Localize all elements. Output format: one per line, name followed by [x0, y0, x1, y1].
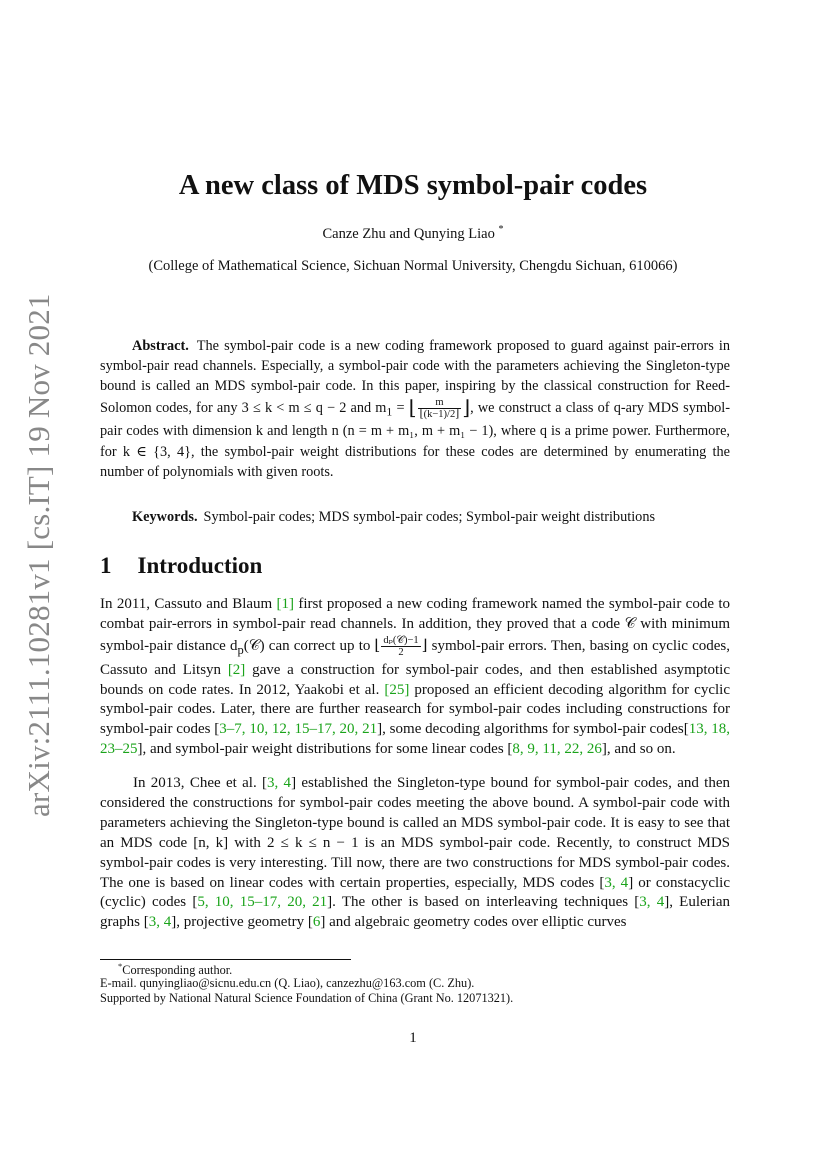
abstract-frac-num: m — [418, 397, 462, 409]
page-number: 1 — [409, 1030, 417, 1046]
p1-text: ], and symbol-pair weight distributions for some linear codes [ — [137, 741, 513, 758]
p1-floor-fraction — [381, 635, 420, 658]
p1-text: In 2011, Cassuto and Blaum — [100, 596, 277, 612]
footnote-rule — [100, 959, 351, 960]
p2-text: ], projective geometry [ — [171, 914, 313, 931]
citation-link[interactable]: 3, 4 — [604, 874, 629, 891]
section-title: Introduction — [137, 553, 263, 578]
paper-title: A new class of MDS symbol-pair codes — [178, 170, 648, 201]
abstract-text-2: , we construct a class of q-ary MDS symbol-pair codes with dimension k and length n (n = m + m₁, m + m₁ − 1), where q is a prime power. Furthermore, for k ∈ {3, 4}, the symbol-pair weight distributions for these codes are determined by enumerating the number of polynomials with given roots. — [100, 399, 730, 480]
citation-link[interactable]: [1] — [276, 596, 295, 612]
citation-link[interactable]: 3–7, 10, 12, 15–17, 20, 21 — [219, 721, 378, 738]
p1-dp-sub: p — [237, 642, 244, 657]
intro-paragraph-1: In 2011, Cassuto and Blaum [1] first proposed a new coding framework named the symbol-pair code to combat pair-errors in symbol-pair read channels. In addition, they proved that a code 𝒞 with minimum symbol-pair distance $d_p(𝒞)$ can correct up to ⌊ $\frac{\text{dₚ(𝒞)−1}}{2}$ ⌋ symbol-pair errors. Then, basing on cyclic codes, Cassuto and Litsyn [2] gave a construction for symbol-pair codes, and then established asymptotic bounds on code rates. In 2012, Yaakobi et al. [25] proposed an efficient decoding algorithm for cyclic symbol-pair codes. Later, there are further reasearch for symbol-pair codes including constructions for symbol-pair codes [3–7, 10, 12, 15–17, 20, 21], some decoding algorithms for symbol-pair codes[13, 18, 23–25], and symbol-pair weight distributions for some linear codes [8, 9, 11, 22, 26], and so on. — [100, 596, 731, 758]
abstract-eq: = — [392, 399, 409, 416]
p2-text: ] established the Singleton-type bound for symbol-pair codes, and then considered the constructions for symbol-pair codes meeting the above bound. A symbol-pair code with parameters achieving the Singleton-type bound is called an MDS symbol-pair code. It is easy to see that an MDS code [n, k] with 2 ≤ k ≤ n − 1 is an MDS symbol-pair code. Recently, to construct MDS symbol-pair codes is very interesting. Till now, there are two constructions for MDS symbol-pair codes. The one is based on linear codes with certain properties, especially, MDS codes [ — [100, 775, 730, 891]
citation-link[interactable]: 5, 10, 15–17, 20, 21 — [197, 894, 328, 911]
citation-link[interactable]: 3, 4 — [267, 775, 292, 791]
keywords — [100, 509, 740, 526]
p2-text: In 2013, Chee et al. [ — [133, 775, 267, 791]
p1-text: (𝒞) can correct up to — [243, 637, 375, 654]
p1-text: ], some decoding algorithms for symbol-pair codes[ — [377, 721, 689, 738]
footnote-funding: Supported by National Natural Science Foundation of China (Grant No. 12071321). — [100, 991, 514, 1005]
author-footnote-mark: * — [498, 224, 504, 235]
citation-link[interactable]: 3, 4 — [639, 894, 665, 911]
p1-text: first proposed a new coding framework named the symbol-pair code to combat pair-errors in symbol-pair read channels. In addition, they proved that a code 𝒞 with minimum symbol-pair distance d — [100, 596, 730, 654]
citation-link[interactable]: 6 — [312, 914, 321, 931]
section-heading — [100, 553, 262, 579]
abstract-frac-den: ⌊(k−1)/2⌋ — [419, 408, 460, 420]
abstract-heading: Abstract. — [132, 338, 189, 354]
p2-text: ]. The other is based on interleaving techniques [ — [327, 894, 640, 911]
intro-paragraph-2 — [100, 774, 730, 933]
p1-text: gave a construction for symbol-pair codes, and then established asymptotic bounds on code rates. In 2012, Yaakobi et al. — [100, 661, 730, 698]
p2-text: ] or constacyclic (cyclic) codes [ — [100, 874, 731, 911]
citation-link[interactable]: [25] — [384, 681, 410, 698]
keywords-heading: Keywords. — [132, 509, 198, 525]
p1-frac-den: 2 — [398, 646, 404, 658]
footnote-email: E-mail. qunyingliao@sicnu.edu.cn (Q. Liao), canzezhu@163.com (C. Zhu). — [100, 976, 475, 990]
citation-link[interactable]: 3, 4 — [148, 914, 172, 931]
p1-text: proposed an efficient decoding algorithm for cyclic symbol-pair codes. Later, there are further reasearch for symbol-pair codes including constructions for symbol-pair codes [ — [100, 681, 730, 738]
citation-link[interactable]: 8, 9, 11, 22, 26 — [512, 741, 602, 758]
citation-link[interactable]: [2] — [227, 661, 246, 678]
abstract-fraction — [418, 397, 462, 420]
citation-link[interactable]: 13, 18, 23–25 — [100, 721, 731, 758]
authors: Canze Zhu and Qunying Liao — [322, 225, 495, 242]
footnote-mark: * — [118, 961, 123, 971]
abstract-text-1: The symbol-pair code is a new coding framework proposed to guard against pair-errors in symbol-pair read channels. Especially, a symbol-pair code with the parameters achieving the Singleton-type bound is called an MDS symbol-pair code. In this paper, inspiring by the classical construction for Reed-Solomon codes, for any 3 ≤ k < m ≤ q − 2 and m — [100, 338, 730, 416]
authors-line — [0, 224, 826, 243]
section-number: 1 — [100, 553, 112, 578]
p1-text: ], and so on. — [601, 741, 676, 758]
p1-text: symbol-pair errors. Then, basing on cyclic codes, Cassuto and Litsyn — [100, 637, 730, 678]
p1-frac-num: dₚ(𝒞)−1 — [383, 634, 419, 646]
footnote-text: Corresponding author. — [122, 963, 233, 978]
keywords-text: Symbol-pair codes; MDS symbol-pair codes; Symbol-pair weight distributions — [203, 509, 656, 525]
abstract-m1-sub: 1 — [386, 404, 393, 419]
p2-text: ] and algebraic geometry codes over elliptic curves — [320, 914, 627, 931]
affiliation: (College of Mathematical Science, Sichuan Normal University, Chengdu Sichuan, 610066) — [148, 258, 678, 274]
abstract: Abstract. The symbol-pair code is a new coding framework proposed to guard against pair-errors in symbol-pair read channels. Especially, a symbol-pair code with the parameters achieving the Singleton-type bound is called an MDS symbol-pair code. In this paper, inspiring by the classical construction for Reed-Solomon codes, for any 3 ≤ k < m ≤ q − 2 and $m_1$ = ⌊ $\frac{m}{⌊(k-1)/2⌋}$ ⌋, we construct a class of q-ary MDS symbol-pair codes with dimension k and length n (n = m + m₁, m + m₁ − 1), where q is a prime power. Furthermore, for k ∈ {3, 4}, the symbol-pair weight distributions for these codes are determined by enumerating the number of polynomials with given roots. — [100, 338, 730, 480]
arxiv-identifier: arXiv:2111.10281v1 [cs.IT] 19 Nov 2021 — [21, 293, 56, 817]
p2-text: ], Eulerian graphs [ — [100, 894, 730, 931]
